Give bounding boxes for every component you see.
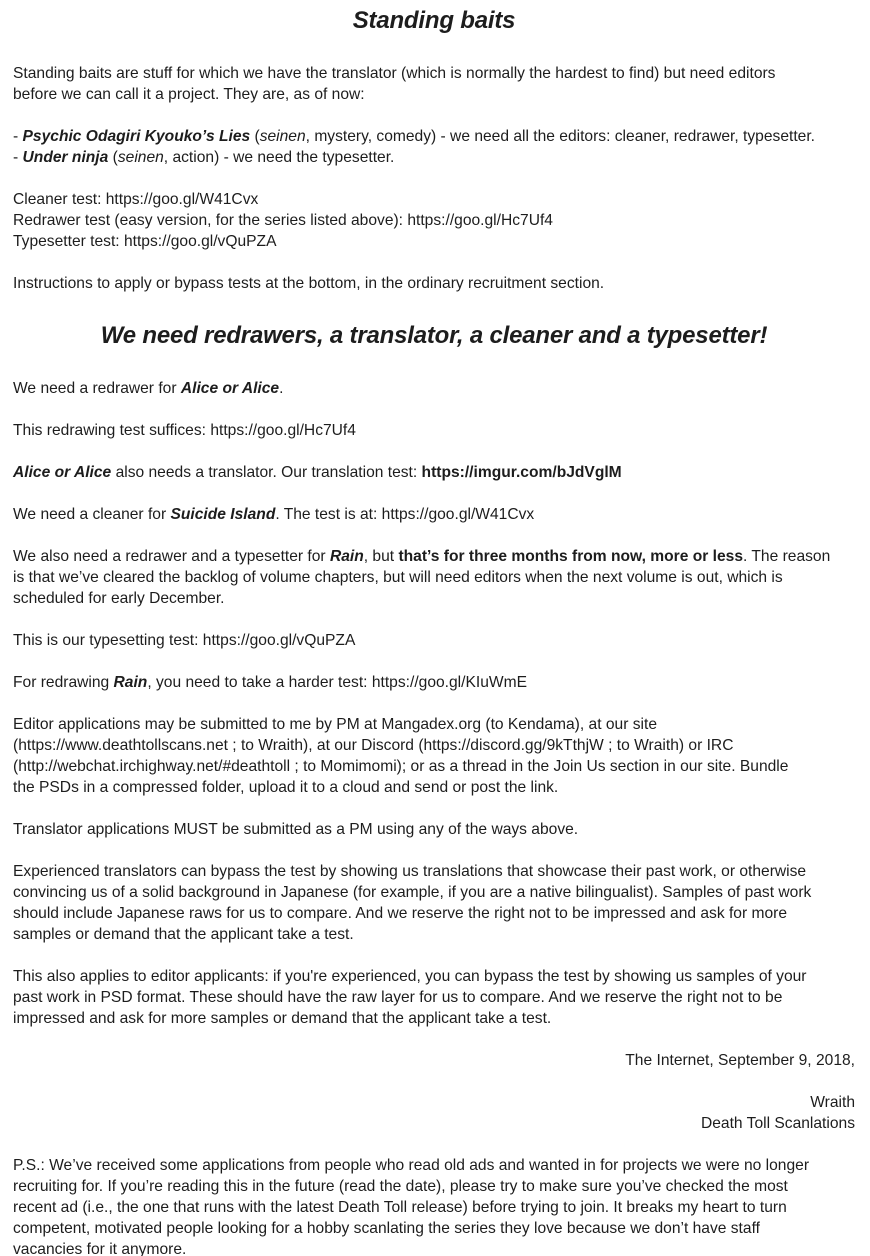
postscript-line: [13, 1218, 855, 1239]
rain-request-line: [13, 567, 855, 588]
text-run: For redrawing: [13, 674, 114, 691]
redrawing-test-link: [13, 420, 855, 441]
text-run: https://imgur.com/bJdVglM: [421, 464, 622, 481]
text-run: P.S.: We’ve received some applications from people who read old ads and wanted in for projects we were no longer: [13, 1157, 810, 1174]
typesetting-test-link: [13, 630, 855, 651]
rain-test-link-line: [13, 672, 855, 693]
standing-baits-list-line: [13, 147, 855, 168]
text-run: Suicide Island: [170, 506, 276, 523]
test-links-line: [13, 231, 855, 252]
test-links-line: [13, 210, 855, 231]
text-run: Rain: [329, 548, 364, 565]
text-run: Typesetter test: https://goo.gl/vQuPZA: [13, 233, 277, 250]
text-run: (http://webchat.irchighway.net/#deathtoll ; to Momimomi); or as a thread in the Join Us section in our site. Bundle: [13, 758, 789, 775]
text-run: (: [250, 128, 260, 145]
editor-application-info-line: [13, 735, 855, 756]
text-run: recruiting for. If you’re reading this in the future (read the date), please try to make sure you’ve checked the most: [13, 1178, 788, 1195]
text-run: , mystery, comedy) - we need all the editors: cleaner, redrawer, typesetter.: [305, 128, 815, 145]
text-run: also needs a translator. Our translation test:: [111, 464, 422, 481]
dateline: [13, 1050, 855, 1071]
translator-bypass-info-line: [13, 903, 855, 924]
test-links-line: [13, 189, 855, 210]
text-run: , but: [363, 548, 399, 565]
text-run: competent, motivated people looking for a hobby scanlating the series they love because we don’t have staff: [13, 1220, 760, 1237]
text-run: Under ninja: [22, 149, 109, 166]
translator-bypass-info: [13, 861, 855, 945]
text-run: Standing baits are stuff for which we have the translator (which is normally the hardest to find) but need editors: [13, 65, 776, 82]
standing-baits-list-line: [13, 126, 855, 147]
page-title: [13, 0, 855, 42]
document-body: [13, 0, 855, 1256]
redrawing-test-link-line: [13, 420, 855, 441]
typesetting-test-link-line: [13, 630, 855, 651]
postscript: [13, 1155, 855, 1256]
text-run: (https://www.deathtollscans.net ; to Wraith), at our Discord (https://discord.gg/9kTthjW ; to Wraith) or IRC: [13, 737, 734, 754]
intro-paragraph: [13, 63, 855, 105]
text-run: This is our typesetting test: https://goo.gl/vQuPZA: [13, 632, 356, 649]
text-run: Translator applications MUST be submitted as a PM using any of the ways above.: [13, 821, 579, 838]
text-run: . The reason: [743, 548, 831, 565]
text-run: -: [13, 149, 23, 166]
editor-bypass-info-line: [13, 966, 855, 987]
editor-application-info-line: [13, 756, 855, 777]
text-run: scheduled for early December.: [13, 590, 225, 607]
translator-application-note-line: [13, 819, 855, 840]
editor-application-info-line: [13, 714, 855, 735]
text-run: Alice or Alice: [13, 464, 112, 481]
instructions-note-line: [13, 273, 855, 294]
text-run: is that we’ve cleared the backlog of volume chapters, but will need editors when the next volume is out, which is: [13, 569, 783, 586]
text-run: should include Japanese raws for us to compare. And we reserve the right not to be impressed and ask for more: [13, 905, 788, 922]
text-run: Standing baits: [352, 7, 516, 34]
text-run: Wraith: [810, 1094, 855, 1111]
text-run: Psychic Odagiri Kyouko’s Lies: [22, 128, 251, 145]
text-run: Redrawer test (easy version, for the series listed above): https://goo.gl/Hc7Uf4: [13, 212, 553, 229]
section-heading: [13, 315, 855, 357]
intro-paragraph-line: [13, 84, 855, 105]
cleaner-request: [13, 504, 855, 525]
intro-paragraph-line: [13, 63, 855, 84]
rain-request-line: [13, 588, 855, 609]
text-run: impressed and ask for more samples or demand that the applicant take a test.: [13, 1010, 552, 1027]
page-title-line: [13, 0, 855, 42]
text-run: samples or demand that the applicant take a test.: [13, 926, 354, 943]
text-run: The Internet, September 9, 2018,: [625, 1052, 855, 1069]
translator-application-note: [13, 819, 855, 840]
text-run: We need a redrawer for: [13, 380, 181, 397]
editor-bypass-info: [13, 966, 855, 1029]
translator-request: [13, 462, 855, 483]
signature-line: [13, 1113, 855, 1134]
text-run: We need redrawers, a translator, a cleaner and a typesetter!: [100, 322, 768, 349]
signature-line: [13, 1092, 855, 1113]
translator-bypass-info-line: [13, 924, 855, 945]
text-run: vacancies for it anymore.: [13, 1241, 187, 1256]
section-heading-line: [13, 315, 855, 357]
rain-request-line: [13, 546, 855, 567]
text-run: recent ad (i.e., the one that runs with the latest Death Toll release) before trying to join. It breaks my heart to turn: [13, 1199, 787, 1216]
text-run: This also applies to editor applicants: if you're experienced, you can bypass the test by showing us samples of your: [13, 968, 807, 985]
text-run: Death Toll Scanlations: [700, 1115, 855, 1132]
text-run: the PSDs in a compressed folder, upload it to a cloud and send or post the link.: [13, 779, 559, 796]
text-run: We need a cleaner for: [13, 506, 171, 523]
postscript-line: [13, 1176, 855, 1197]
translator-bypass-info-line: [13, 882, 855, 903]
text-run: that’s for three months from now, more or less: [398, 548, 744, 565]
redrawer-request-line: [13, 378, 855, 399]
instructions-note: [13, 273, 855, 294]
test-links: [13, 189, 855, 252]
standing-baits-list: [13, 126, 855, 168]
text-run: .: [279, 380, 284, 397]
rain-test-link: [13, 672, 855, 693]
text-run: , action) - we need the typesetter.: [163, 149, 395, 166]
text-run: past work in PSD format. These should have the raw layer for us to compare. And we reserve the right not to be: [13, 989, 783, 1006]
cleaner-request-line: [13, 504, 855, 525]
postscript-line: [13, 1239, 855, 1256]
text-run: We also need a redrawer and a typesetter for: [13, 548, 330, 565]
text-run: convincing us of a solid background in Japanese (for example, if you are a native bilingualist). Samples of past work: [13, 884, 812, 901]
text-run: before we can call it a project. They are, as of now:: [13, 86, 365, 103]
translator-bypass-info-line: [13, 861, 855, 882]
postscript-line: [13, 1155, 855, 1176]
text-run: seinen: [259, 128, 306, 145]
text-run: Cleaner test: https://goo.gl/W41Cvx: [13, 191, 259, 208]
signature: [13, 1092, 855, 1134]
postscript-line: [13, 1197, 855, 1218]
text-run: Rain: [113, 674, 148, 691]
editor-application-info: [13, 714, 855, 798]
text-run: Experienced translators can bypass the test by showing us translations that showcase their past work, or otherwise: [13, 863, 807, 880]
rain-request: [13, 546, 855, 609]
dateline-line: [13, 1050, 855, 1071]
editor-bypass-info-line: [13, 987, 855, 1008]
redrawer-request: [13, 378, 855, 399]
text-run: This redrawing test suffices: https://goo.gl/Hc7Uf4: [13, 422, 356, 439]
text-run: -: [13, 128, 23, 145]
text-run: , you need to take a harder test: https://goo.gl/KIuWmE: [147, 674, 527, 691]
text-run: Alice or Alice: [180, 380, 280, 397]
text-run: Instructions to apply or bypass tests at the bottom, in the ordinary recruitment section.: [13, 275, 605, 292]
text-run: seinen: [117, 149, 164, 166]
text-run: . The test is at: https://goo.gl/W41Cvx: [275, 506, 535, 523]
editor-bypass-info-line: [13, 1008, 855, 1029]
translator-request-line: [13, 462, 855, 483]
text-run: (: [108, 149, 118, 166]
editor-application-info-line: [13, 777, 855, 798]
text-run: Editor applications may be submitted to me by PM at Mangadex.org (to Kendama), at our site: [13, 716, 657, 733]
